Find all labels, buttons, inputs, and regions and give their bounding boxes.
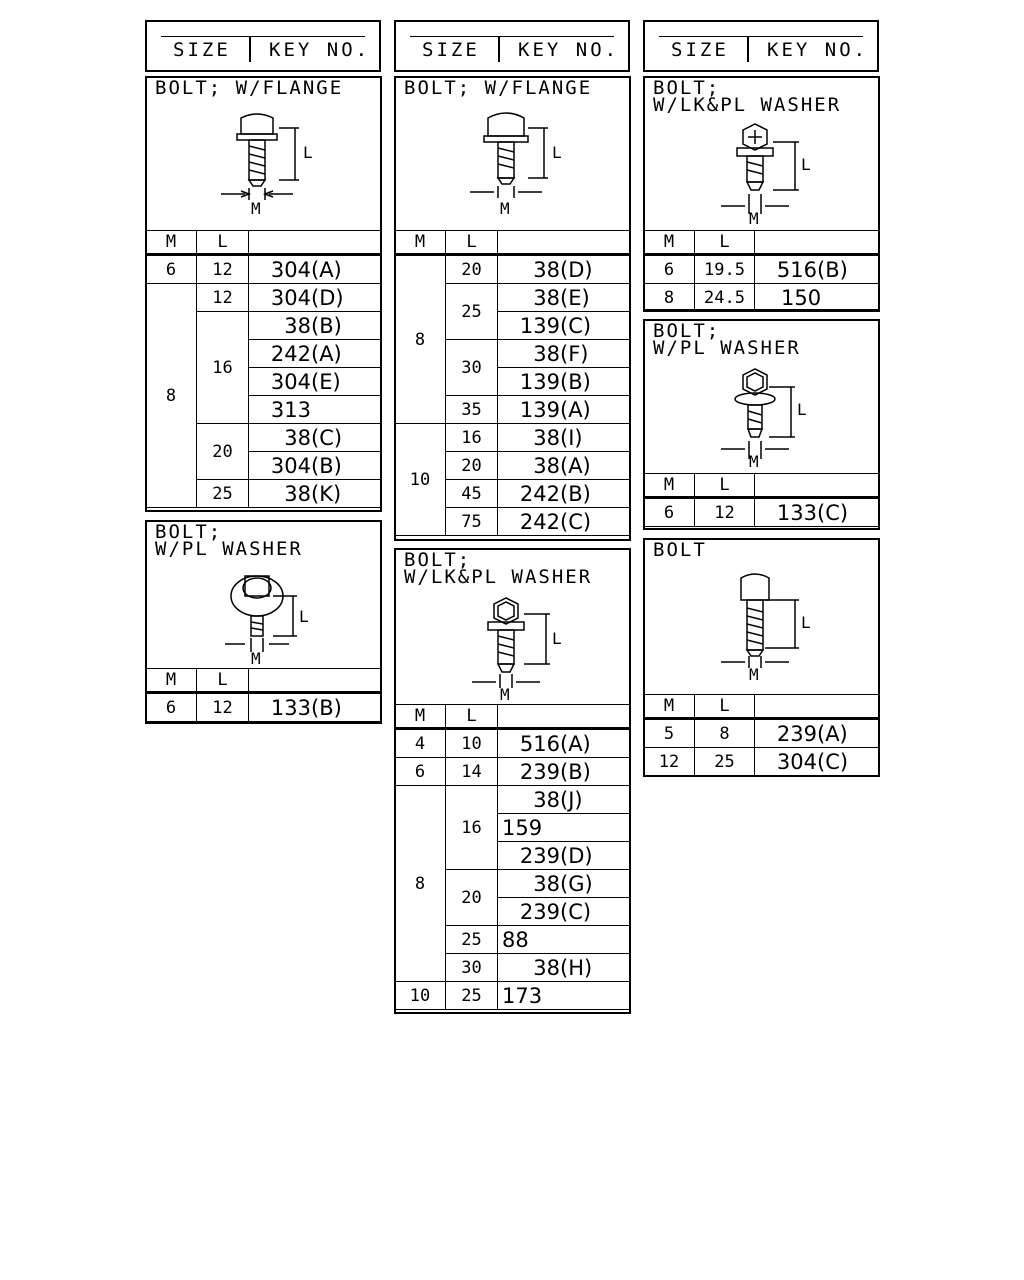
washer-bolt-icon xyxy=(217,562,357,668)
table-row: 239(C) xyxy=(395,898,631,926)
washer-bolt-icon xyxy=(715,365,855,473)
length-dimension-label: L xyxy=(552,143,562,162)
table-row: 159 xyxy=(395,814,631,842)
m-column-header: M xyxy=(644,695,695,719)
table-row: 304(B) xyxy=(146,452,382,480)
table-row: 6 14 239(B) xyxy=(395,758,631,786)
diameter-dimension-label: M xyxy=(749,665,759,680)
table-row: 139(B) xyxy=(395,368,631,396)
table-row: 8 24.5 150 xyxy=(644,284,880,312)
table-row: 6 12 133(C) xyxy=(644,498,880,527)
diameter-dimension-label: M xyxy=(500,685,510,704)
length-dimension-label: L xyxy=(552,629,562,648)
table-row: 6 12 133(B) xyxy=(146,693,382,722)
key-no-label: KEY NO. xyxy=(518,39,620,61)
table-row: 20 38(A) xyxy=(395,452,631,480)
size-key-header-2 xyxy=(394,20,630,72)
diameter-dimension-label: M xyxy=(251,199,261,218)
table-row: 35 139(A) xyxy=(395,396,631,424)
table-row: 8 20 38(D) xyxy=(395,255,631,284)
m-column-header: M xyxy=(395,705,446,729)
panel-bolt-pl-washer-1 xyxy=(145,520,382,724)
m-column-header: M xyxy=(395,231,446,255)
table-row: 304(E) xyxy=(146,368,382,396)
lock-washer-bolt-icon xyxy=(466,592,606,704)
table-row: 242(A) xyxy=(146,340,382,368)
table-row: 16 38(B) xyxy=(146,312,382,340)
m-column-header: M xyxy=(644,231,695,255)
table-row: 25 88 xyxy=(395,926,631,954)
size-label: SIZE xyxy=(173,39,231,61)
l-column-header: L xyxy=(446,231,498,255)
lock-washer-bolt-icon xyxy=(715,120,855,230)
flange-bolt-icon xyxy=(466,104,606,222)
table-row: 30 38(H) xyxy=(395,954,631,982)
table-row: 10 16 38(I) xyxy=(395,424,631,452)
table-row: 45 242(B) xyxy=(395,480,631,508)
length-dimension-label: L xyxy=(801,613,811,632)
table-row: 12 25 304(C) xyxy=(644,748,880,776)
l-column-header: L xyxy=(695,695,755,719)
length-dimension-label: L xyxy=(797,400,807,419)
panel-bolt-flange-1 xyxy=(145,76,382,512)
diameter-dimension-label: M xyxy=(749,209,759,228)
panel-title: BOLT; W/LK&PL WASHER xyxy=(404,549,593,588)
table-row: 10 25 173 xyxy=(395,982,631,1010)
table-row: 6 19.5 516(B) xyxy=(644,255,880,284)
size-label: SIZE xyxy=(422,39,480,61)
flange-bolt-icon xyxy=(217,104,357,222)
size-table xyxy=(394,230,631,536)
panel-title: BOLT; W/LK&PL WASHER xyxy=(653,77,842,116)
table-row: 25 38(E) xyxy=(395,284,631,312)
hex-bolt-icon xyxy=(715,568,855,680)
key-no-label: KEY NO. xyxy=(767,39,869,61)
l-column-header: L xyxy=(197,231,249,255)
panel-title: BOLT; W/FLANGE xyxy=(404,77,593,99)
table-row: 30 38(F) xyxy=(395,340,631,368)
size-table xyxy=(643,694,880,776)
m-column-header: M xyxy=(146,231,197,255)
diameter-dimension-label: M xyxy=(251,649,261,668)
m-column-header: M xyxy=(146,669,197,693)
table-row: 139(C) xyxy=(395,312,631,340)
size-key-header-3 xyxy=(643,20,879,72)
panel-bolt-lk-pl-washer-2 xyxy=(643,76,880,311)
size-key-header-1 xyxy=(145,20,381,72)
length-dimension-label: L xyxy=(299,607,309,626)
table-row: 8 16 38(J) xyxy=(395,786,631,814)
table-row: 25 38(K) xyxy=(146,480,382,508)
table-row: 8 12 304(D) xyxy=(146,284,382,312)
diameter-dimension-label: M xyxy=(749,452,759,471)
table-row: 313 xyxy=(146,396,382,424)
l-column-header: L xyxy=(197,669,249,693)
table-row: 5 8 239(A) xyxy=(644,719,880,748)
table-row: 20 38(G) xyxy=(395,870,631,898)
panel-bolt-plain xyxy=(643,538,880,777)
panel-title: BOLT; W/FLANGE xyxy=(155,77,344,99)
size-table xyxy=(394,704,631,1010)
m-column-header: M xyxy=(644,474,695,498)
l-column-header: L xyxy=(446,705,498,729)
table-row: 20 38(C) xyxy=(146,424,382,452)
length-dimension-label: L xyxy=(801,155,811,174)
panel-bolt-flange-2 xyxy=(394,76,631,541)
size-table xyxy=(643,230,880,312)
table-row: 6 12 304(A) xyxy=(146,255,382,284)
table-row: 4 10 516(A) xyxy=(395,729,631,758)
size-table xyxy=(145,230,382,508)
panel-title: BOLT; W/PL WASHER xyxy=(653,320,801,359)
table-row: 75 242(C) xyxy=(395,508,631,536)
size-table xyxy=(145,668,382,722)
panel-title: BOLT xyxy=(653,539,707,561)
size-table xyxy=(643,473,880,527)
panel-bolt-lk-pl-washer-1 xyxy=(394,548,631,1014)
key-no-label: KEY NO. xyxy=(269,39,371,61)
panel-title: BOLT; W/PL WASHER xyxy=(155,521,303,560)
length-dimension-label: L xyxy=(303,143,313,162)
panel-bolt-pl-washer-2 xyxy=(643,319,880,530)
l-column-header: L xyxy=(695,231,755,255)
size-label: SIZE xyxy=(671,39,729,61)
l-column-header: L xyxy=(695,474,755,498)
table-row: 239(D) xyxy=(395,842,631,870)
diameter-dimension-label: M xyxy=(500,199,510,218)
